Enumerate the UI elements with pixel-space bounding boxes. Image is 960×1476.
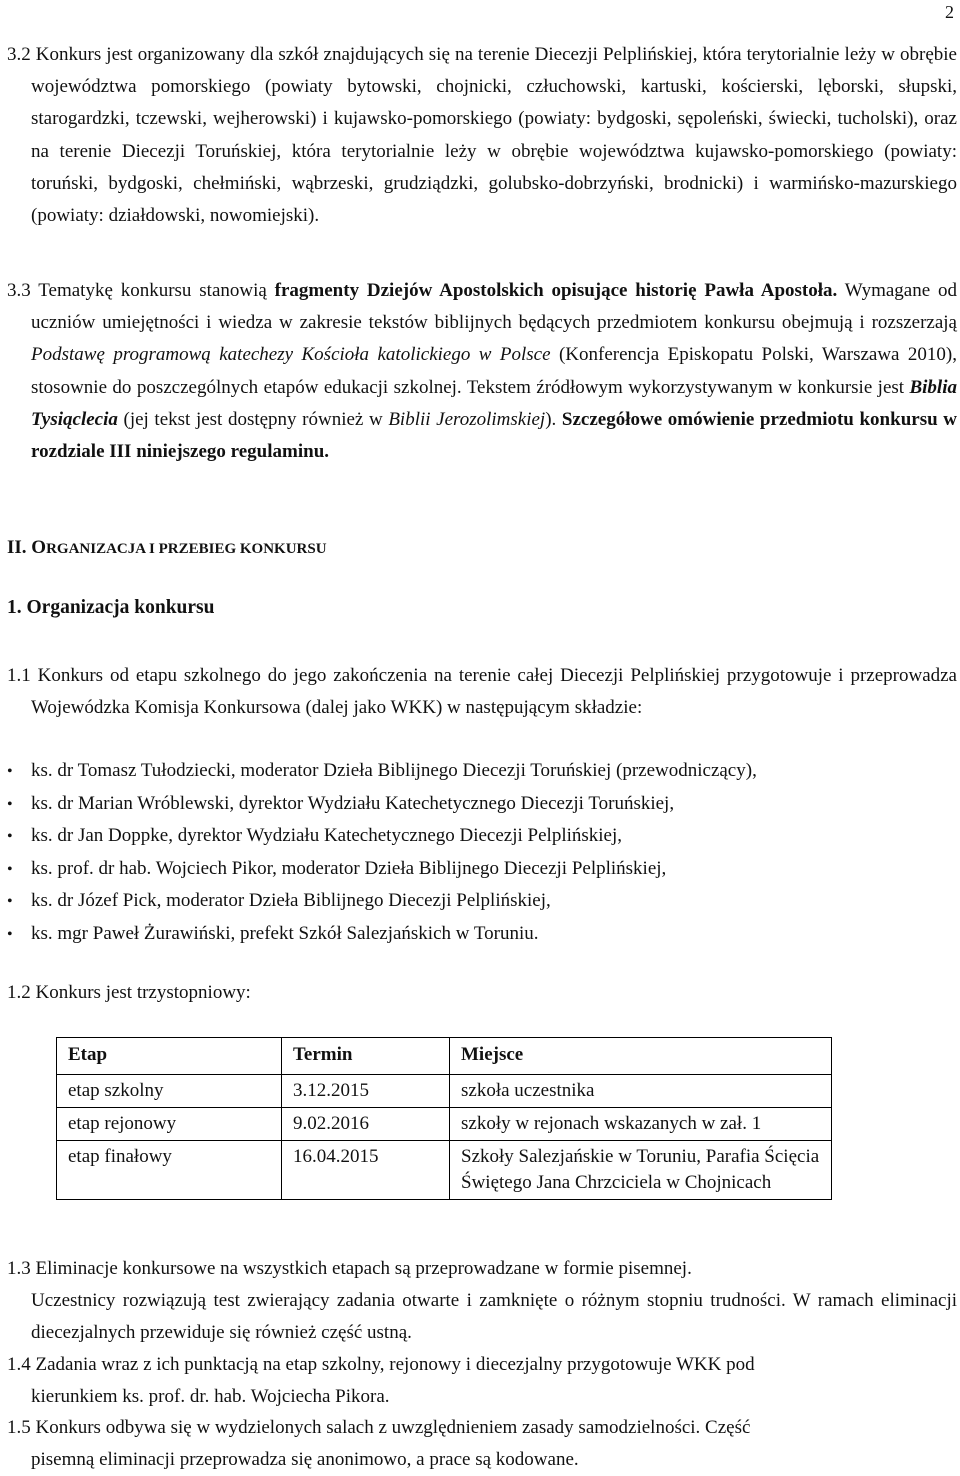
column-header: Etap bbox=[57, 1038, 282, 1075]
p33-italic-podstawa: Podstawę programową katechezy Kościoła katolickiego w Polsce bbox=[31, 344, 551, 366]
p33-text-5: ). bbox=[545, 408, 562, 430]
stages-table bbox=[56, 1037, 832, 1200]
list-item: • ks. prof. dr hab. Wojciech Pikor, moderator Dzieła Biblijnego Diecezji Pelplińskiej, bbox=[7, 853, 757, 886]
bullet: • bbox=[7, 763, 13, 780]
paragraph-1-4 bbox=[7, 1349, 957, 1413]
paragraph-1-3 bbox=[7, 1253, 957, 1350]
table-cell: szkoła uczestnika bbox=[450, 1075, 832, 1108]
section-number: II. O bbox=[7, 537, 47, 558]
p14-first-line: 1.4 Zadania wraz z ich punktacją na etap szkolny, rejonowy i diecezjalny przygotowuje WKK pod bbox=[7, 1354, 755, 1375]
p33-bold-reference: Szczegółowe omówienie przedmiotu konkursu w rozdziale III niniejszego regulaminu. bbox=[31, 408, 957, 463]
p33-text-1: 3.3 Tematykę konkursu stanowią bbox=[7, 280, 275, 301]
p33-text-4: (jej tekst jest dostępny również w bbox=[117, 408, 389, 430]
p15-first-line: 1.5 Konkurs odbywa się w wydzielonych salach z uwzględnieniem zasady samodzielności. Część bbox=[7, 1417, 751, 1438]
table-cell: 9.02.2016 bbox=[282, 1108, 450, 1141]
list-item: • ks. mgr Paweł Żurawiński, prefekt Szkół Salezjańskich w Toruniu. bbox=[7, 918, 757, 951]
list-item: • ks. dr Jan Doppke, dyrektor Wydziału Katechetycznego Diecezji Pelplińskiej, bbox=[7, 820, 757, 853]
paragraph-1-2: 1.2 Konkurs jest trzystopniowy: bbox=[7, 982, 251, 1003]
table-cell: etap finałowy bbox=[57, 1141, 282, 1200]
list-item: • ks. dr Tomasz Tułodziecki, moderator Dzieła Biblijnego Diecezji Toruńskiej (przewodniczący), bbox=[7, 755, 757, 788]
p33-bold-topic: fragmenty Dziejów Apostolskich opisujące historię Pawła Apostoła. bbox=[274, 280, 838, 301]
bullet: • bbox=[7, 828, 13, 845]
column-header: Termin bbox=[282, 1038, 450, 1075]
list-item: • ks. dr Józef Pick, moderator Dzieła Biblijnego Diecezji Pelplińskiej, bbox=[7, 885, 757, 918]
p33-text-2: Wymagane od uczniów umiejętności i wiedza w zakresie tekstów biblijnych będących przedmiotem konkursu obejmują i rozszerzają bbox=[31, 280, 957, 334]
p14-continuation: kierunkiem ks. prof. dr. hab. Wojciecha Pikora. bbox=[31, 1386, 390, 1408]
paragraph-1-5 bbox=[7, 1412, 957, 1476]
table-cell: etap rejonowy bbox=[57, 1108, 282, 1141]
table-row bbox=[57, 1141, 832, 1200]
p13-continuation: Uczestnicy rozwiązują test zwierający zadania otwarte i zamknięte o różnym stopniu trudności. W ramach eliminacji diecezjalnych przewiduje się również część ustną. bbox=[31, 1290, 957, 1344]
table-cell: szkoły w rejonach wskazanych w zał. 1 bbox=[450, 1108, 832, 1141]
p33-text-3: (Konferencja Episkopatu Polski, Warszawa 2010), stosownie do poszczególnych etapów edukacji szkolnej. Tekstem źródłowym wykorzystywanym w konkursie jest bbox=[31, 344, 957, 398]
paragraph-3-2: 3.2 Konkurs jest organizowany dla szkół znajdujących się na terenie Diecezji Pelplińskiej, która terytorialnie leży w obrębie województwa pomorskiego (powiaty bytowski, chojnicki, człuchowski, kartuski, kościerski, lęborski, słupski, starogardzki, tczewski, wejherowski) i kujawsko-pomorskiego (powiaty: bydgoski, sępoleński, świecki, tucholski), oraz na terenie Diecezji Toruńskiej, która terytorialnie leży w obrębie województwa kujawsko-pomorskiego (powiaty: toruński, bydgoski, chełmiński, wąbrzeski, grudziądzki, golubsko-dobrzyński, brodnicki) i warmińsko-mazurskiego (powiaty: działdowski, nowomiejski). bbox=[7, 44, 957, 227]
list-item: • ks. dr Marian Wróblewski, dyrektor Wydziału Katechetycznego Diecezji Toruńskiej, bbox=[7, 788, 757, 821]
table-header-row bbox=[57, 1038, 832, 1075]
bullet: • bbox=[7, 925, 13, 943]
bullet: • bbox=[7, 795, 13, 813]
bullet: • bbox=[7, 893, 13, 910]
p13-first-line: 1.3 Eliminacje konkursowe na wszystkich etapach są przeprowadzane w formie pisemnej. bbox=[7, 1258, 692, 1279]
table-row bbox=[57, 1075, 832, 1108]
table-cell: 16.04.2015 bbox=[282, 1141, 450, 1200]
page-number: 2 bbox=[945, 2, 954, 22]
paragraph-3-3 bbox=[7, 275, 957, 468]
table-cell: etap szkolny bbox=[57, 1075, 282, 1108]
table-row bbox=[57, 1108, 832, 1141]
bullet: • bbox=[7, 860, 13, 878]
paragraph-1-1: 1.1 Konkurs od etapu szkolnego do jego zakończenia na terenie całej Diecezji Pelplińskiej przygotowuje i przeprowadza Wojewódzka Komisja Konkursowa (dalej jako WKK) w następującym składzie: bbox=[7, 665, 957, 719]
table-cell: Szkoły Salezjańskie w Toruniu, Parafia Ścięcia Świętego Jana Chrzciciela w Chojnicach bbox=[450, 1141, 832, 1200]
commission-members-list bbox=[7, 755, 757, 950]
section-title: RGANIZACJA I PRZEBIEG KONKURSU bbox=[46, 541, 327, 557]
table-cell: 3.12.2015 bbox=[282, 1075, 450, 1108]
p15-continuation: pisemną eliminacji przeprowadza się anonimowo, a prace są kodowane. bbox=[31, 1449, 579, 1471]
p33-italic-jerozolimska: Biblii Jerozolimskiej bbox=[388, 408, 546, 430]
section-heading bbox=[7, 537, 327, 559]
column-header: Miejsce bbox=[450, 1038, 832, 1075]
p33-biblia-tysiaclecia: Biblia Tysiąclecia bbox=[31, 376, 957, 430]
subsection-heading: 1. Organizacja konkursu bbox=[7, 597, 215, 618]
